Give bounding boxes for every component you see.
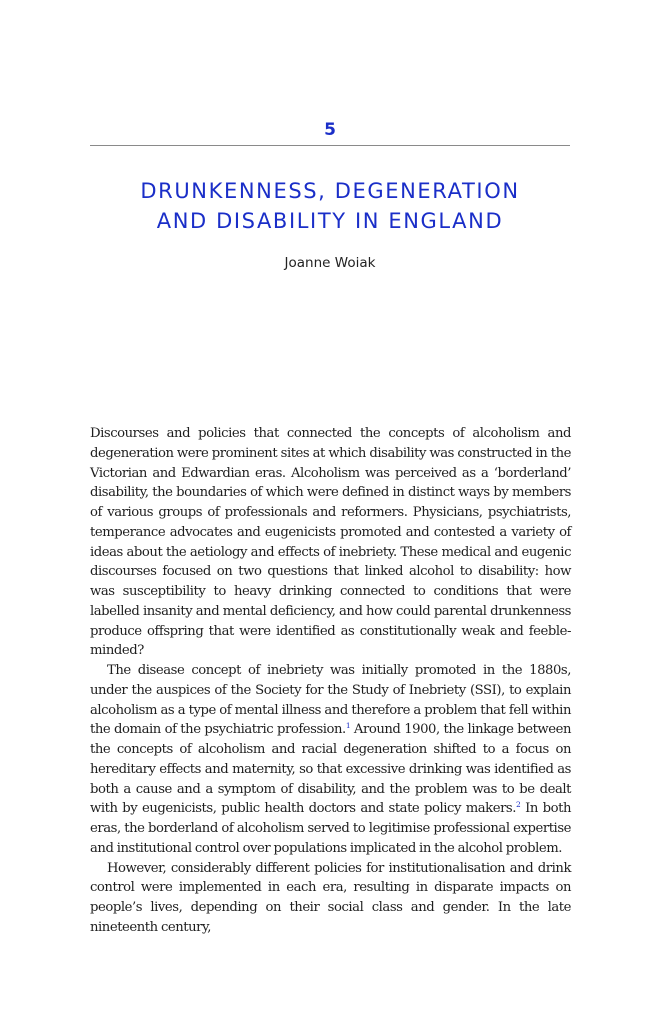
paragraph-3: However, considerably different policies for institutionalisation and drink control were implemented in each era, resulting in disparate impacts on people’s lives, depending on their social class and gender. In the late nineteenth century, bbox=[90, 860, 571, 935]
paragraph-1: Discourses and policies that connected the concepts of alcoholism and degeneration were prominent sites at which disability was constructed in the Victorian and Edwardian eras. Alcoholism was perceived as a ‘borderland’ disability, the boundaries of which were defined in distinct ways by members of various groups of professionals and reformers. Physicians, psychiatrists, temperance advocates and eugenicists promoted and contested a variety of ideas about the aetiology and effects of inebriety. These medical and eugenic discourses focused on two questions that linked alcohol to disability: how was susceptibility to heavy drinking connected to conditions that were labelled insanity and mental deficiency, and how could parental drunkenness produce offspring that were identified as constitutionally weak and feeble-minded? bbox=[90, 426, 571, 659]
paragraph-2-part-a: The disease concept of inebriety was initially promoted in the 1880s, under the auspices of the Society for the Study of Inebriety (SSI), to explain alcoholism as a type of mental illness and therefore a problem that fell within the domain of the psychiatric profession. bbox=[90, 663, 571, 738]
chapter-title-line-1: DRUNKENNESS, DEGENERATION bbox=[140, 179, 520, 203]
paragraph-2-part-c: In both eras, the borderland of alcoholism served to legitimise professional expertise and institutional control over populations implicated in the alcohol problem. bbox=[90, 801, 571, 856]
footnote-ref-1[interactable]: 1 bbox=[345, 721, 351, 731]
chapter-title bbox=[90, 176, 570, 236]
footnote-ref-2[interactable]: 2 bbox=[516, 800, 521, 810]
author-name: Joanne Woiak bbox=[284, 255, 376, 271]
body-text bbox=[90, 424, 571, 938]
chapter-title-line-2: AND DISABILITY IN ENGLAND bbox=[156, 209, 504, 233]
paragraph-2 bbox=[90, 661, 571, 859]
paragraph-2-part-b: Around 1900, the linkage between the concepts of alcoholism and racial degeneration shifted to a focus on hereditary effects and maternity, so that excessive drinking was identified as both a cause and a symptom of disability, and the problem was to be dealt with by eugenicists, public health doctors and state policy makers. bbox=[90, 722, 572, 817]
chapter-divider bbox=[90, 145, 570, 146]
chapter-number: 5 bbox=[324, 120, 336, 140]
